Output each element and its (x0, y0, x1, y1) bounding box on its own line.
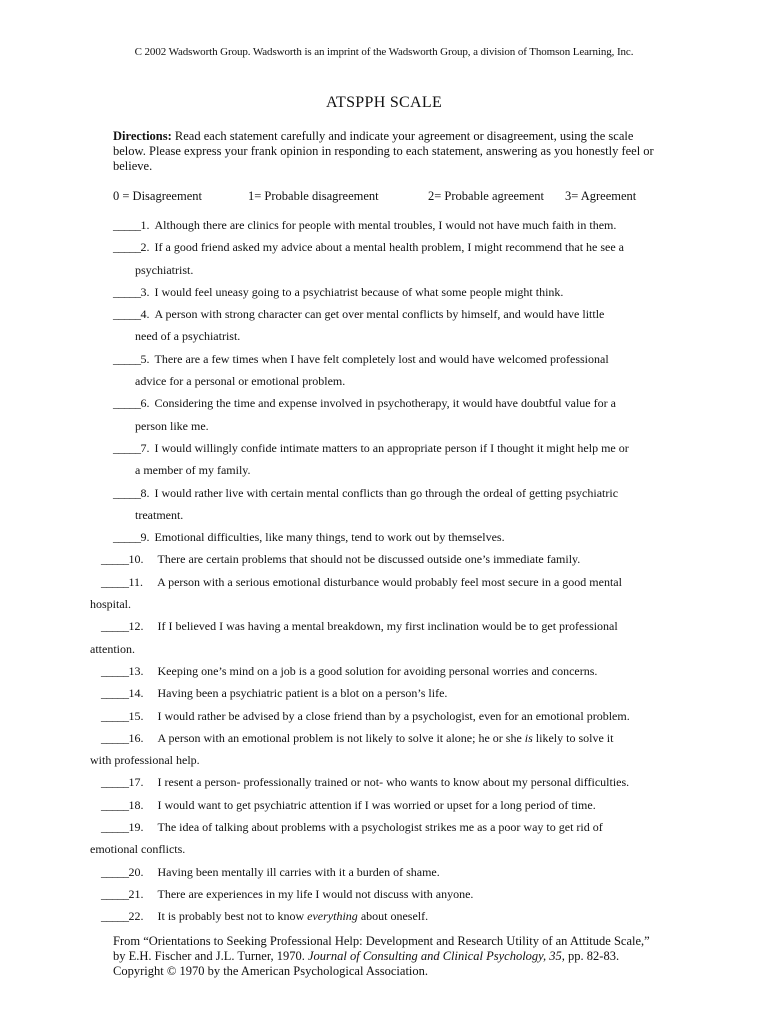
statement-line (0, 239, 768, 261)
directions-label: Directions: (113, 129, 172, 143)
answer-blank[interactable]: _____ (101, 909, 129, 924)
answer-blank[interactable]: _____ (113, 240, 141, 255)
statement-line (0, 774, 768, 796)
statement-item (0, 774, 768, 796)
statement-emphasis: is (524, 730, 533, 745)
answer-blank[interactable]: _____ (101, 619, 129, 634)
answer-blank[interactable]: _____ (113, 351, 141, 366)
statement-list (0, 217, 768, 931)
statement-item (0, 440, 768, 485)
scale-option-1: 1= Probable disagreement (248, 189, 379, 203)
answer-blank[interactable]: _____ (113, 440, 141, 455)
statement-text: I would rather be advised by a close friend than by a psychologist, even for an emotional problem. (157, 708, 630, 723)
statement-continuation: advice for a personal or emotional problem. (135, 374, 346, 389)
statement-text: about oneself. (357, 909, 429, 924)
scale-option-0: 0 = Disagreement (113, 189, 202, 203)
statement-item (0, 551, 768, 573)
statement-number: 18. (128, 797, 144, 812)
statement-text: Emotional difficulties, like many things, tend to work out by themselves. (154, 530, 505, 545)
statement-text: I would feel uneasy going to a psychiatrist because of what some people might think. (154, 284, 564, 299)
statement-line (0, 685, 768, 707)
statement-line (0, 618, 768, 640)
statement-line (0, 886, 768, 908)
scale-option-2: 2= Probable agreement (428, 189, 545, 203)
statement-number: 21. (128, 886, 144, 901)
statement-number: 5. (140, 351, 150, 366)
statement-text: Having been a psychiatric patient is a blot on a person’s life. (157, 686, 448, 701)
statement-item (0, 864, 768, 886)
answer-blank[interactable]: _____ (113, 284, 141, 299)
statement-item (0, 306, 768, 351)
answer-blank[interactable]: _____ (101, 775, 129, 790)
statement-item (0, 485, 768, 530)
statement-line (0, 574, 768, 596)
statement-number: 8. (140, 485, 150, 500)
statement-number: 19. (128, 820, 144, 835)
answer-blank[interactable]: _____ (101, 820, 129, 835)
statement-item (0, 284, 768, 306)
directions-paragraph (113, 129, 658, 174)
statement-item (0, 886, 768, 908)
directions-text: Read each statement carefully and indicate your agreement or disagreement, using the scale below. Please express your frank opinion in responding to each statement, answering as you honestly feel or believe. (113, 129, 654, 173)
statement-number: 4. (140, 307, 150, 322)
copyright-notice: C 2002 Wadsworth Group. Wadsworth is an imprint of the Wadsworth Group, a division of Thomson Learning, Inc. (134, 46, 634, 58)
statement-item (0, 708, 768, 730)
statement-line (0, 284, 768, 306)
statement-text: A person with strong character can get over mental conflicts by himself, and would have little (154, 307, 605, 322)
statement-continuation: treatment. (135, 507, 184, 522)
statement-item (0, 618, 768, 663)
rating-scale-legend (113, 189, 673, 205)
statement-item (0, 819, 768, 864)
statement-text: There are certain problems that should not be discussed outside one’s immediate family. (157, 552, 581, 567)
statement-line (0, 819, 768, 841)
statement-text: If a good friend asked my advice about a mental health problem, I might recommend that he see a (154, 240, 624, 255)
statement-number: 15. (128, 708, 144, 723)
statement-number: 17. (128, 775, 144, 790)
citation-footer (113, 934, 673, 979)
statement-text: A person with an emotional problem is not likely to solve it alone; he or she (157, 730, 525, 745)
statement-continuation: attention. (90, 641, 135, 656)
statement-line (0, 797, 768, 819)
statement-continuation: hospital. (90, 597, 131, 612)
answer-blank[interactable]: _____ (101, 886, 129, 901)
statement-number: 14. (128, 686, 144, 701)
statement-line (0, 529, 768, 551)
answer-blank[interactable]: _____ (113, 307, 141, 322)
statement-line (0, 551, 768, 573)
statement-number: 6. (140, 396, 150, 411)
statement-item (0, 395, 768, 440)
statement-continuation: person like me. (135, 418, 209, 433)
statement-text: Keeping one’s mind on a job is a good solution for avoiding personal worries and concerns. (157, 663, 598, 678)
statement-text: I would rather live with certain mental conflicts than go through the ordeal of getting psychiatric (154, 485, 619, 500)
citation-journal: Journal of Consulting and Clinical Psychology, 35, (307, 949, 565, 963)
statement-text: The idea of talking about problems with a psychologist strikes me as a poor way to get rid of (157, 820, 603, 835)
statement-item (0, 239, 768, 284)
citation-pages: pp. 82-83. (564, 949, 620, 963)
answer-blank[interactable]: _____ (101, 663, 129, 678)
statement-item (0, 574, 768, 619)
statement-continuation: psychiatrist. (135, 262, 194, 277)
answer-blank[interactable]: _____ (101, 686, 129, 701)
statement-number: 13. (128, 663, 144, 678)
statement-item (0, 529, 768, 551)
statement-line (0, 908, 768, 930)
statement-line (0, 864, 768, 886)
statement-number: 7. (140, 440, 150, 455)
page-title: ATSPPH SCALE (325, 94, 443, 111)
answer-blank[interactable]: _____ (101, 574, 129, 589)
statement-continuation: a member of my family. (135, 463, 251, 478)
statement-line (0, 485, 768, 507)
answer-blank[interactable]: _____ (113, 218, 141, 232)
statement-number: 20. (128, 864, 144, 879)
statement-text: I would want to get psychiatric attention if I was worried or upset for a long period of time. (157, 797, 596, 812)
answer-blank[interactable]: _____ (101, 552, 129, 567)
statement-line (0, 663, 768, 685)
statement-item (0, 685, 768, 707)
answer-blank[interactable]: _____ (101, 708, 129, 723)
statement-line (0, 440, 768, 462)
answer-blank[interactable]: _____ (101, 797, 129, 812)
statement-item (0, 217, 768, 239)
statement-line (0, 395, 768, 417)
statement-number: 2. (140, 240, 150, 255)
statement-text: There are a few times when I have felt completely lost and would have welcomed professional (154, 351, 609, 366)
statement-text: Considering the time and expense involved in psychotherapy, it would have doubtful value for a (154, 396, 616, 411)
answer-blank[interactable]: _____ (113, 485, 141, 500)
statement-line (0, 730, 768, 752)
statement-number: 1. (140, 218, 150, 232)
statement-text: likely to solve it (532, 730, 614, 745)
statement-line (0, 351, 768, 373)
answer-blank[interactable]: _____ (113, 396, 141, 411)
statement-emphasis: everything (307, 909, 358, 924)
statement-continuation: with professional help. (90, 753, 200, 768)
statement-number: 22. (128, 909, 144, 924)
statement-item (0, 663, 768, 685)
statement-text: Having been mentally ill carries with it a burden of shame. (157, 864, 440, 879)
citation-authors: by E.H. Fischer and J.L. Turner, 1970. (113, 949, 308, 963)
statement-number: 3. (140, 284, 150, 299)
statement-item (0, 908, 768, 930)
statement-number: 9. (140, 530, 150, 545)
statement-continuation: emotional conflicts. (90, 842, 186, 857)
scale-option-3: 3= Agreement (565, 189, 637, 203)
statement-number: 11. (128, 574, 144, 589)
answer-blank[interactable]: _____ (101, 864, 129, 879)
statement-line (0, 306, 768, 328)
statement-item (0, 730, 768, 775)
statement-text: There are experiences in my life I would not discuss with anyone. (157, 886, 474, 901)
statement-text: Although there are clinics for people with mental troubles, I would not have much faith in them. (154, 218, 617, 232)
statement-number: 10. (128, 552, 144, 567)
statement-text: I would willingly confide intimate matters to an appropriate person if I thought it might help me or (154, 440, 629, 455)
statement-text: It is probably best not to know (157, 909, 308, 924)
statement-text: If I believed I was having a mental breakdown, my first inclination would be to get professional (157, 619, 618, 634)
statement-text: A person with a serious emotional disturbance would probably feel most secure in a good mental (157, 574, 622, 589)
citation-line-3: Copyright © 1970 by the American Psychological Association. (113, 964, 429, 978)
statement-continuation: need of a psychiatrist. (135, 329, 241, 344)
citation-line-2 (113, 949, 673, 964)
statement-line (0, 217, 768, 239)
statement-number: 12. (128, 619, 144, 634)
statement-text: I resent a person- professionally trained or not- who wants to know about my personal difficulties. (157, 775, 630, 790)
statement-item (0, 797, 768, 819)
statement-number: 16. (128, 730, 144, 745)
answer-blank[interactable]: _____ (101, 730, 129, 745)
citation-line-1: From “Orientations to Seeking Professional Help: Development and Research Utility of an Attitude Scale,” (113, 934, 650, 948)
statement-line (0, 708, 768, 730)
statement-item (0, 351, 768, 396)
answer-blank[interactable]: _____ (113, 530, 141, 545)
